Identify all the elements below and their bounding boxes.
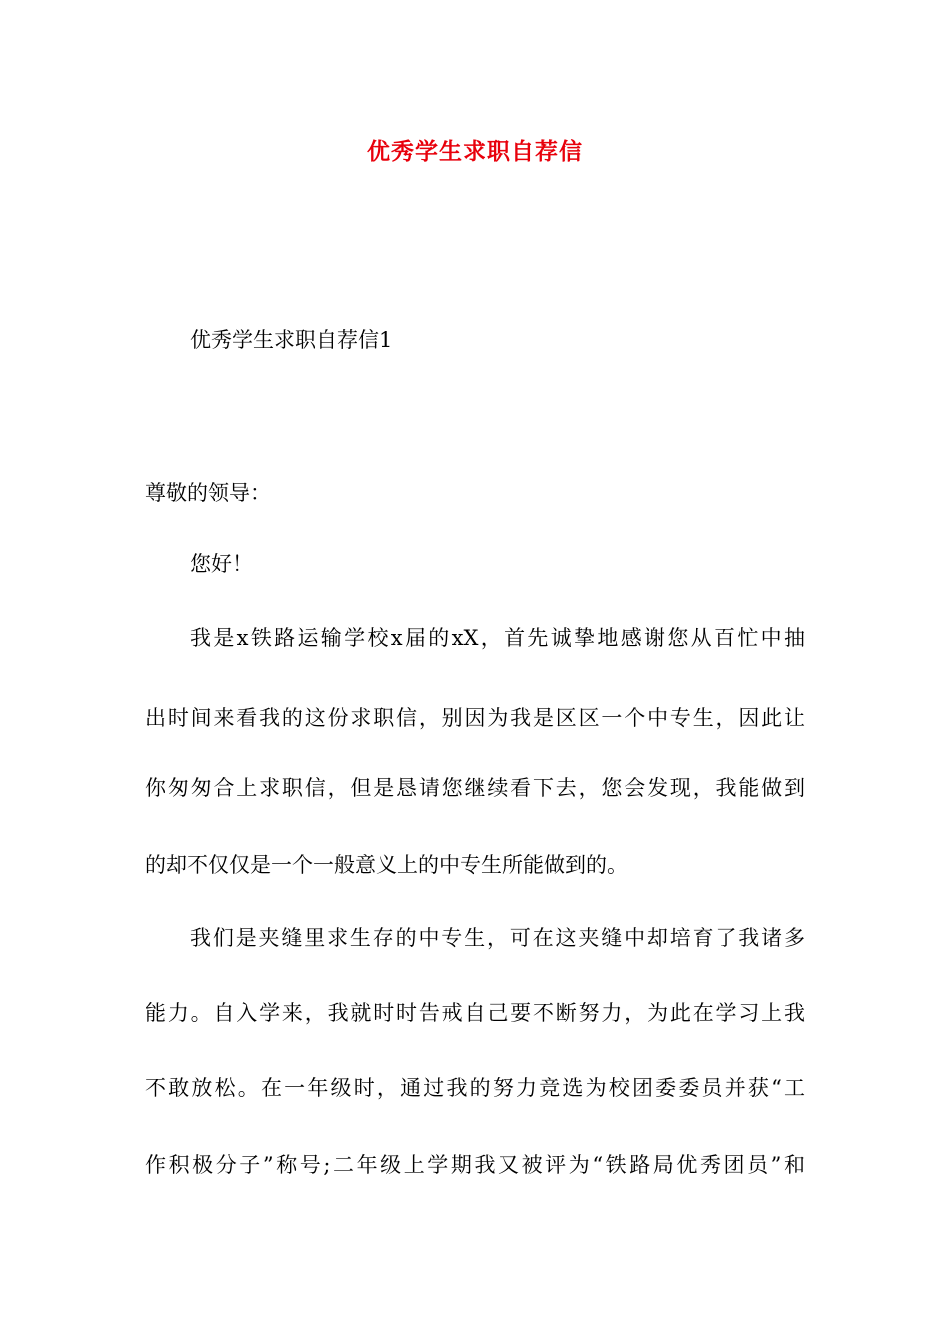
paragraph-1-line-2: 出时间来看我的这份求职信，别因为我是区区一个中专生，因此让 — [145, 706, 805, 730]
paragraph-1-line-3: 你匆匆合上求职信，但是恳请您继续看下去，您会发现，我能做到 — [145, 776, 805, 800]
document-title: 优秀学生求职自荐信 — [367, 138, 583, 165]
paragraph-2-line-3: 不敢放松。在一年级时，通过我的努力竞选为校团委委员并获“工 — [145, 1076, 805, 1100]
paragraph-2-line-2: 能力。自入学来，我就时时告戒自己要不断努力，为此在学习上我 — [145, 1001, 805, 1025]
paragraph-1-line-1: 我是x铁路运输学校x届的xX，首先诚挚地感谢您从百忙中抽 — [190, 626, 805, 650]
paragraph-2-line-1: 我们是夹缝里求生存的中专生，可在这夹缝中却培育了我诸多 — [190, 926, 805, 950]
paragraph-2-line-4: 作积极分子”称号;二年级上学期我又被评为“铁路局优秀团员”和 — [145, 1153, 805, 1177]
greeting: 您好！ — [190, 552, 253, 576]
salutation: 尊敬的领导： — [145, 481, 271, 505]
paragraph-1-line-4: 的却不仅仅是一个一般意义上的中专生所能做到的。 — [145, 853, 628, 877]
section-heading: 优秀学生求职自荐信1 — [190, 328, 393, 352]
